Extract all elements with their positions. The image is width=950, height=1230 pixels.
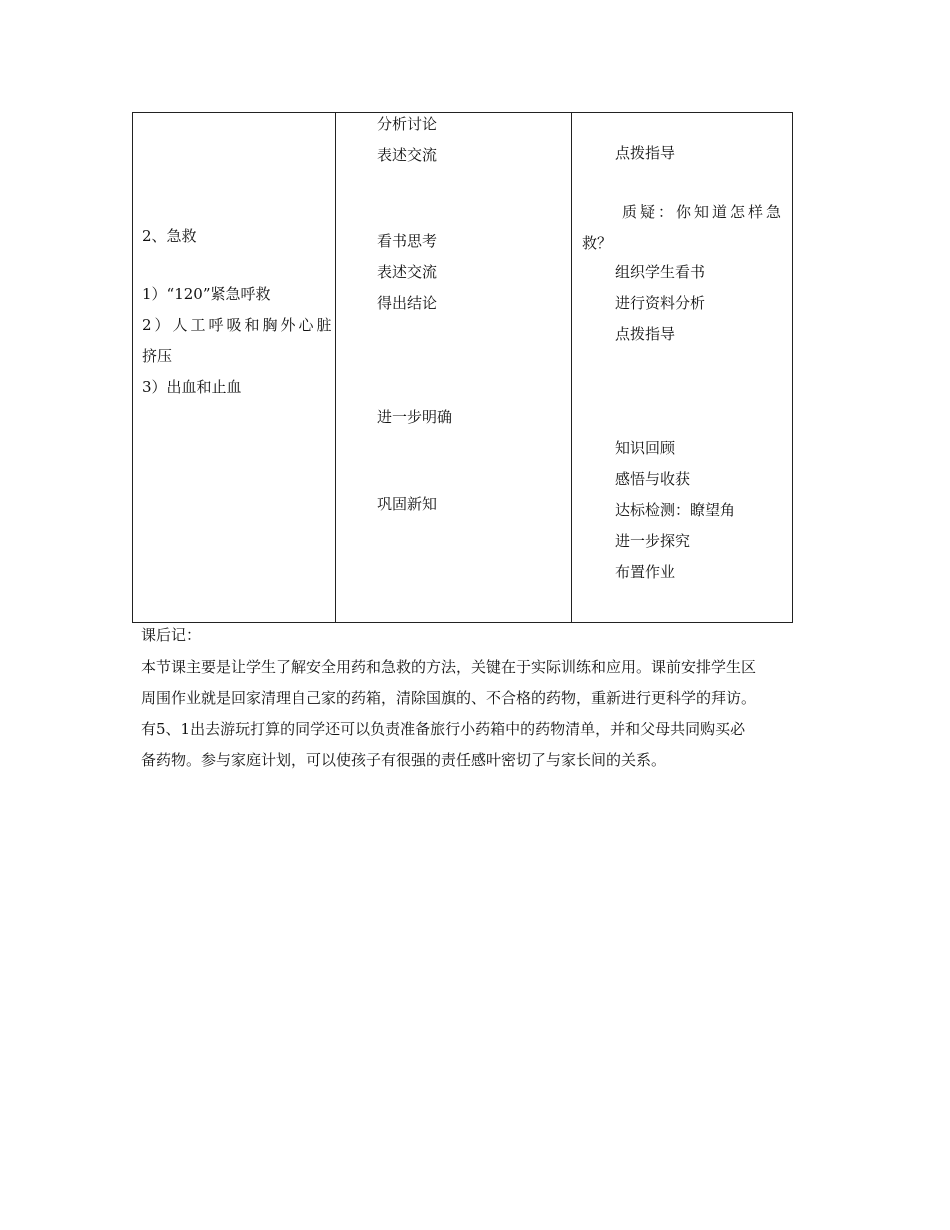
column-divider-1	[335, 113, 336, 622]
student-activity-4: 表述交流	[377, 263, 438, 281]
notes-title: 课后记：	[141, 626, 202, 644]
notes-line-1: 本节课主要是让学生了解安全用药和急救的方法，关键在于实际训练和应用。课前安排学生区	[141, 658, 757, 676]
content-item-3: 3）出血和止血	[142, 378, 242, 396]
teacher-activity-1: 点拨指导	[615, 144, 676, 162]
student-activity-5: 得出结论	[377, 294, 438, 312]
after-class-notes	[141, 624, 821, 776]
student-activity-7: 巩固新知	[377, 495, 438, 513]
student-activity-1: 分析讨论	[377, 115, 438, 133]
lesson-table	[132, 112, 793, 623]
content-item-2: 2）人工呼吸和胸外心脏	[142, 316, 335, 334]
teacher-activity-8: 达标检测：瞭望角	[615, 501, 736, 519]
content-item-1: 1）“120”紧急呼救	[142, 285, 271, 303]
notes-line-4: 备药物。参与家庭计划，可以使孩子有很强的责任感叶密切了与家长间的关系。	[141, 751, 667, 769]
teacher-activity-7: 感悟与收获	[615, 470, 691, 488]
content-heading: 2、急救	[142, 227, 197, 245]
teacher-activity-6: 知识回顾	[615, 439, 676, 457]
teacher-activity-2-cont: 救？	[582, 234, 613, 252]
teacher-activity-2: 质疑：你知道怎样急	[622, 203, 785, 221]
student-activity-2: 表述交流	[377, 146, 438, 164]
teacher-activity-9: 进一步探究	[615, 532, 691, 550]
notes-line-3: 有5、1出去游玩打算的同学还可以负责准备旅行小药箱中的药物清单，并和父母共同购买必	[141, 720, 746, 738]
student-activity-6: 进一步明确	[377, 408, 453, 426]
notes-line-2: 周围作业就是回家清理自己家的药箱，清除国旗的、不合格的药物，重新进行更科学的拜访。	[141, 689, 757, 707]
column-divider-2	[571, 113, 572, 622]
teacher-activity-10: 布置作业	[615, 563, 676, 581]
teacher-activity-3: 组织学生看书	[615, 263, 706, 281]
teacher-activity-5: 点拨指导	[615, 325, 676, 343]
content-item-2-cont: 挤压	[142, 347, 173, 365]
teacher-activity-4: 进行资料分析	[615, 294, 706, 312]
student-activity-3: 看书思考	[377, 232, 438, 250]
